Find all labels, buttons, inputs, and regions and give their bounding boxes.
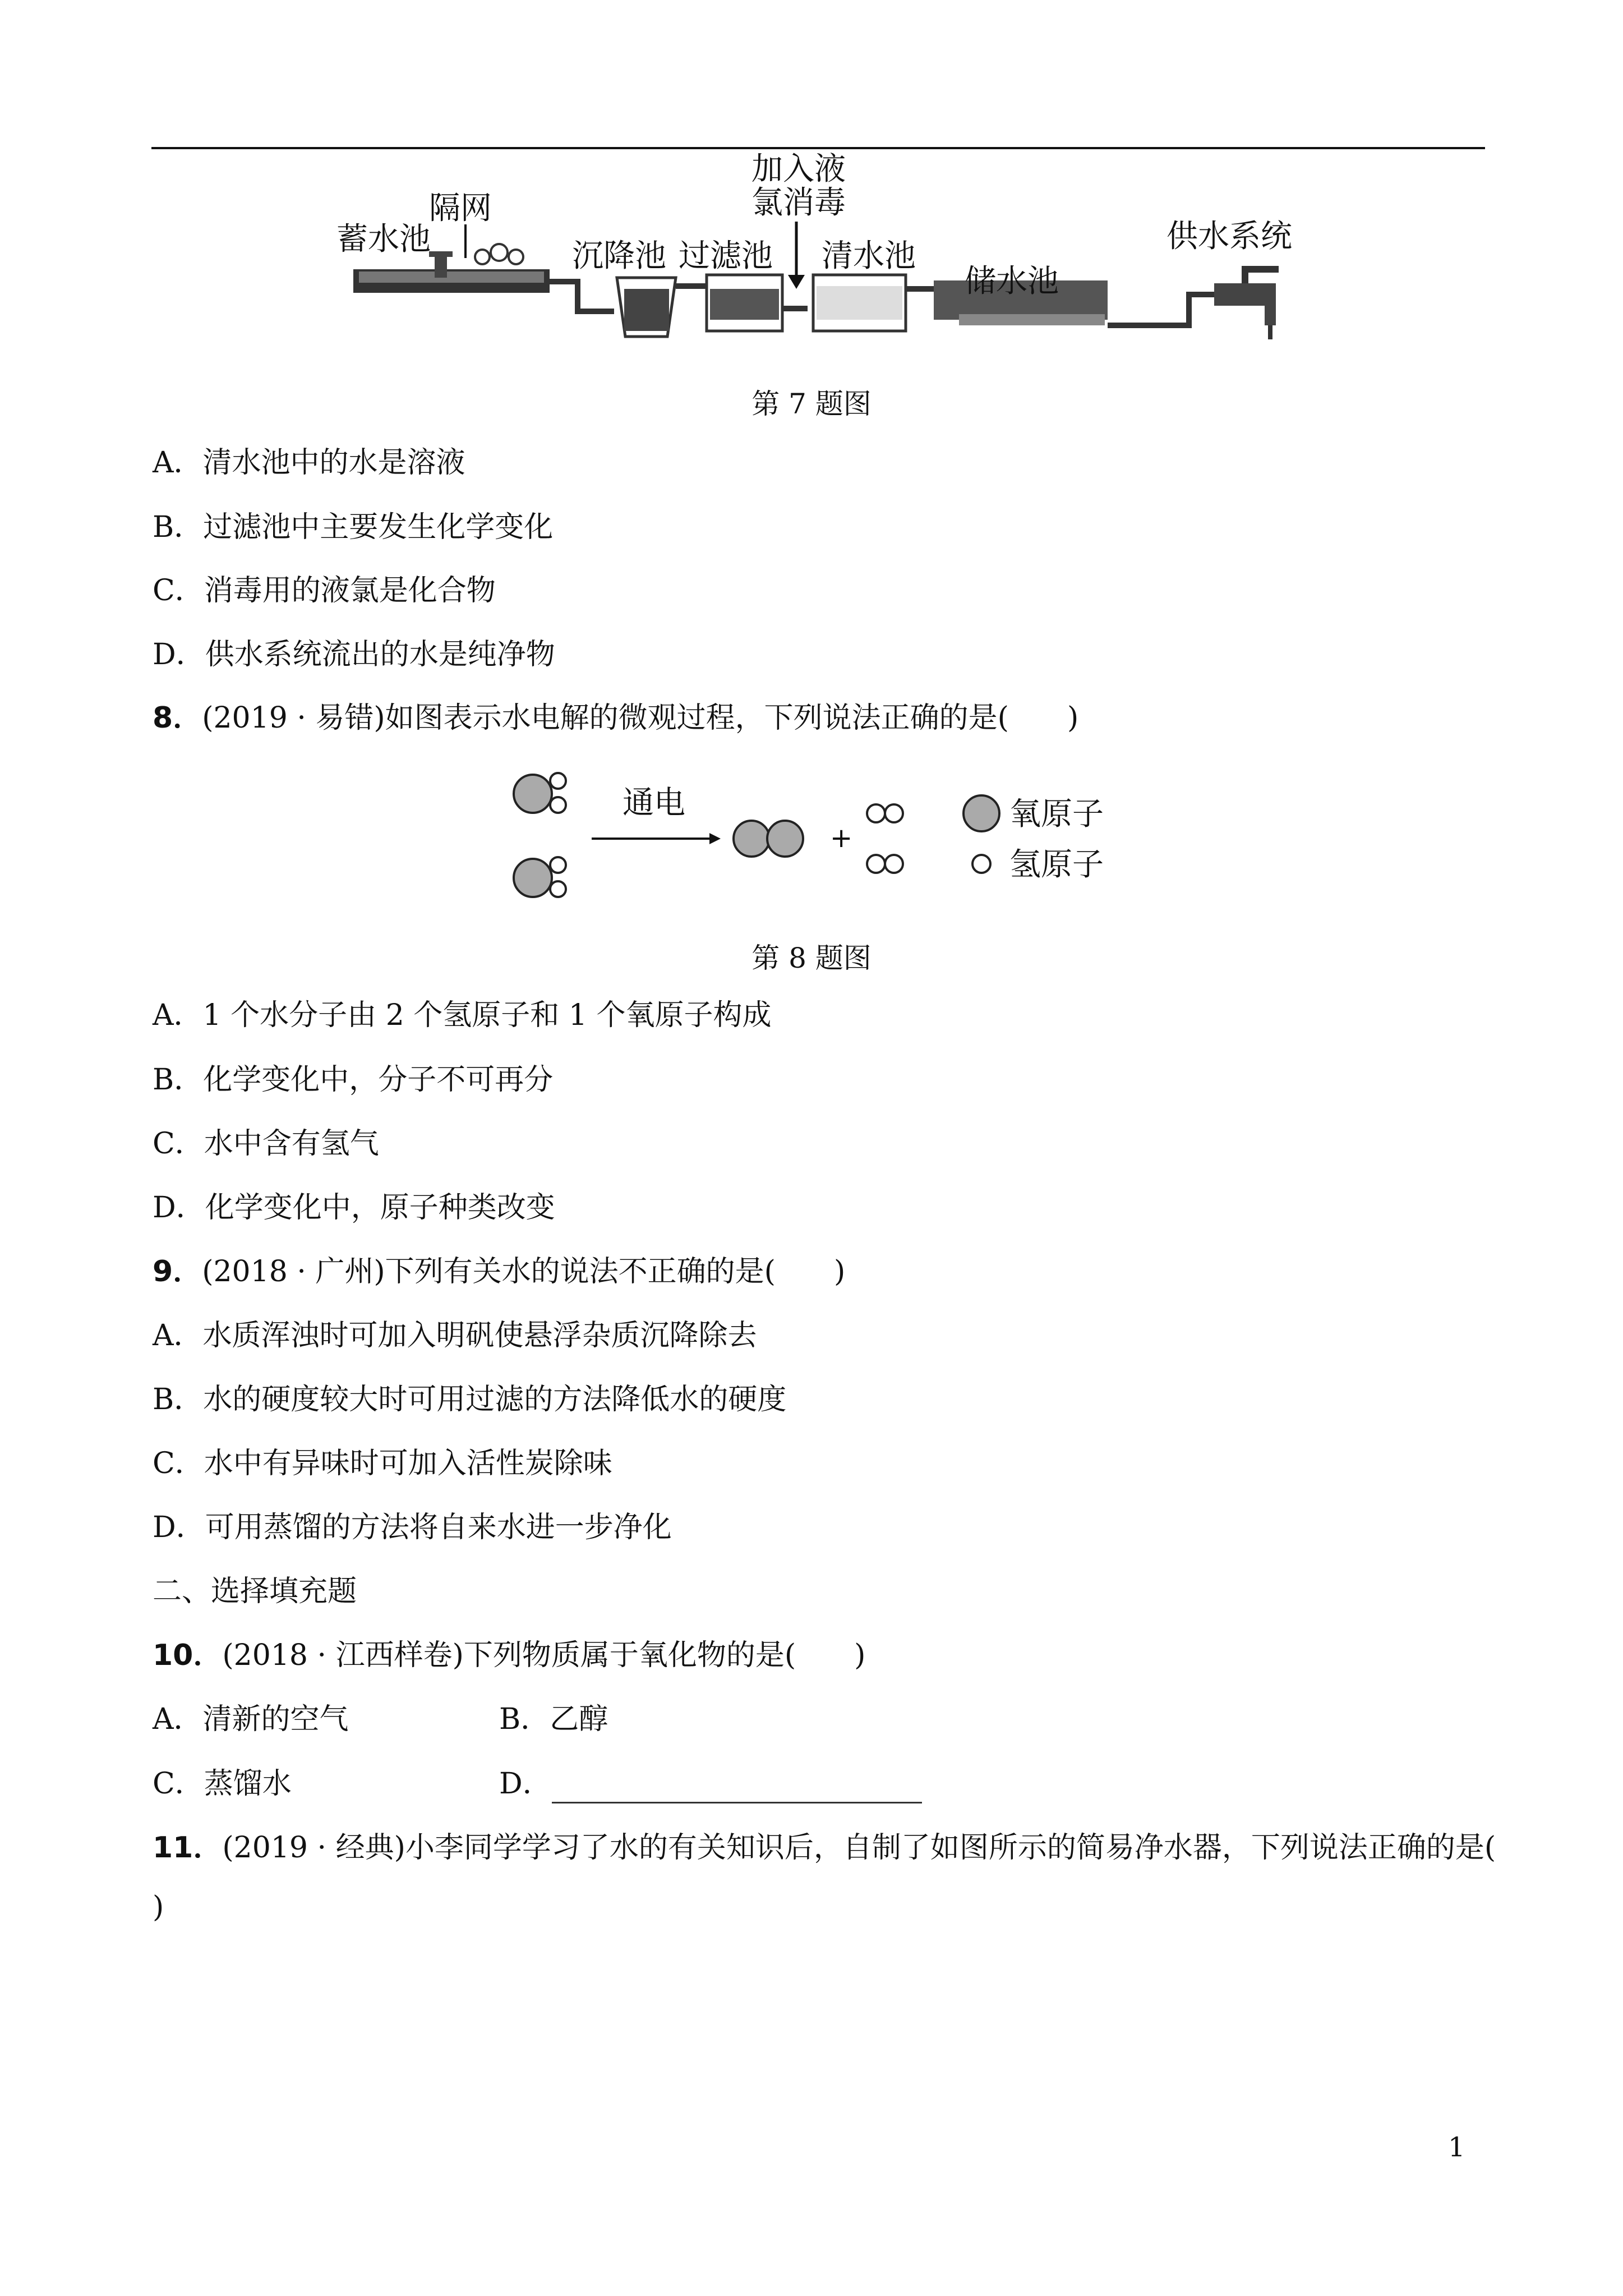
header-rule	[151, 147, 1485, 149]
q9-stem	[153, 1252, 845, 1291]
filter-tank	[707, 275, 782, 331]
q10-option-d-label: D．	[499, 1767, 552, 1801]
q9-stem-text: (2018 · 广州)下列有关水的说法不正确的是( )	[202, 1255, 846, 1289]
water-molecule-1	[514, 773, 566, 813]
q9-number: 9．	[153, 1255, 202, 1289]
q7-option-b: B．过滤池中主要发生化学变化	[153, 510, 554, 544]
chlorine-label-2: 氯消毒	[751, 185, 846, 221]
q7-option-c: C．消毒用的液氯是化合物	[153, 574, 496, 608]
hydrogen-molecule-2	[867, 855, 903, 873]
q9-option-a: A．水质浑浊时可加入明矾使悬浮杂质沉降除去	[153, 1319, 757, 1352]
electrolysis-diagram	[494, 757, 1144, 914]
hydrogen-atom-legend-icon	[972, 855, 990, 873]
q8-option-d: D．化学变化中，原子种类改变	[153, 1191, 555, 1225]
q8-stem	[153, 698, 1078, 738]
answer-blank[interactable]	[552, 1775, 922, 1803]
legend-oxygen-label: 氧原子	[1009, 796, 1104, 832]
q9-option-b: B．水的硬度较大时可用过滤的方法降低水的硬度	[153, 1383, 787, 1416]
sedimentation-tank	[617, 278, 676, 337]
q10-stem	[153, 1636, 865, 1675]
q10-option-c: C．蒸馏水	[153, 1767, 292, 1801]
clear-water-label: 清水池	[822, 238, 916, 274]
q9-option-d: D．可用蒸馏的方法将自来水进一步净化	[153, 1511, 672, 1544]
figure7-caption: 第 7 题图	[751, 388, 872, 420]
page-number: 1	[1448, 2132, 1465, 2163]
clear-water-tank	[813, 275, 906, 331]
q11-stem	[153, 1828, 1496, 1867]
water-molecule-2	[514, 857, 566, 897]
q11-stem-cont: )	[153, 1890, 164, 1924]
plus-sign: +	[830, 822, 853, 854]
figure8-caption: 第 8 题图	[751, 942, 872, 974]
q10-option-d	[499, 1764, 922, 1803]
pipe-5	[1108, 295, 1214, 325]
q8-option-c: C．水中含有氢气	[153, 1127, 379, 1161]
chlorine-arrow-head	[788, 275, 805, 289]
filter-label: 过滤池	[679, 238, 773, 274]
oxygen-molecule	[734, 821, 803, 857]
q11-stem-text: (2019 · 经典)小李同学学习了水的有关知识后，自制了如图所示的简易净水器，下列说法正确的是(	[222, 1831, 1496, 1865]
screen-label: 隔网	[429, 190, 492, 227]
q8-option-a: A．1 个水分子由 2 个氢原子和 1 个氧原子构成	[153, 999, 772, 1032]
chlorine-label-1: 加入液	[751, 151, 846, 187]
legend-hydrogen-label: 氢原子	[1009, 846, 1104, 883]
q10-option-b: B．乙醇	[499, 1703, 608, 1736]
water-treatment-diagram	[314, 151, 1324, 365]
sedimentation-label: 沉降池	[572, 238, 666, 274]
reservoir-label: 蓄水池	[336, 221, 431, 257]
q8-number: 8．	[153, 701, 202, 735]
faucet-icon	[1214, 269, 1279, 339]
q9-option-c: C．水中有异味时可加入活性炭除味	[153, 1447, 612, 1480]
q10-option-a: A．清新的空气	[153, 1703, 349, 1736]
q7-option-a: A．清水池中的水是溶液	[153, 446, 465, 480]
pipe-1	[550, 282, 614, 311]
q7-option-d: D．供水系统流出的水是纯净物	[153, 638, 555, 671]
oxygen-atom-legend-icon	[963, 795, 999, 831]
q11-number: 11．	[153, 1831, 223, 1865]
q8-stem-text: (2019 · 易错)如图表示水电解的微观过程，下列说法正确的是( )	[202, 701, 1079, 735]
reaction-arrow-head	[709, 833, 721, 844]
hydrogen-molecule-1	[867, 804, 903, 822]
storage-label: 储水池	[965, 263, 1059, 300]
q8-option-b: B．化学变化中，分子不可再分	[153, 1063, 554, 1097]
supply-label: 供水系统	[1166, 218, 1292, 255]
q10-number: 10．	[153, 1639, 223, 1672]
arrow-label: 通电	[623, 785, 685, 821]
section-heading: 二、选择填充题	[153, 1575, 357, 1608]
q10-stem-text: (2018 · 江西样卷)下列物质属于氧化物的是( )	[222, 1639, 866, 1672]
